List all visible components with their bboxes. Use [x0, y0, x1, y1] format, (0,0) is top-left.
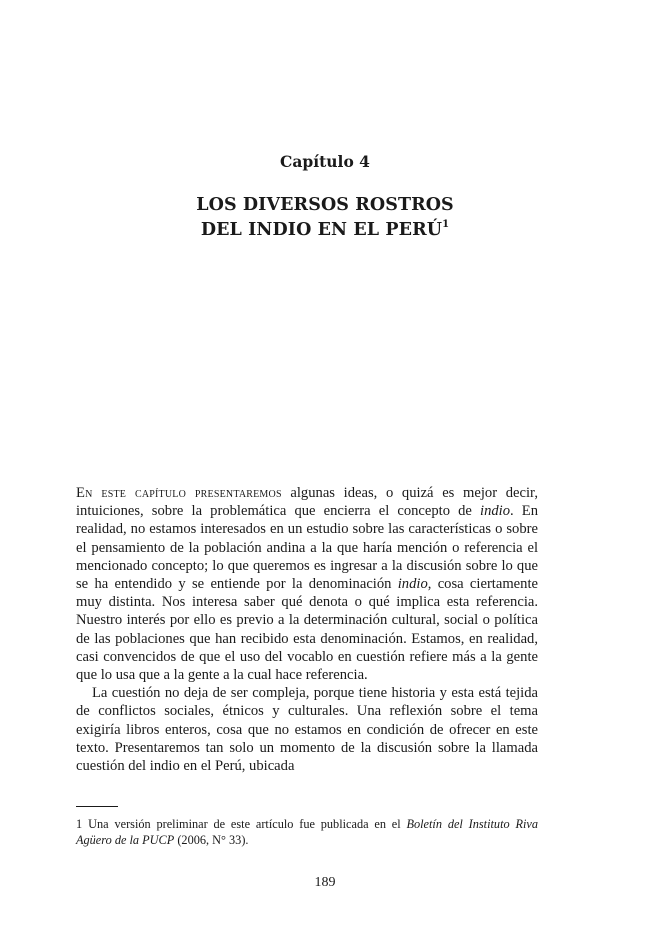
footnote-text: (2006, N° 33).: [174, 832, 249, 847]
chapter-title: [0, 193, 650, 243]
emphasis-term: indio: [397, 576, 428, 593]
chapter-label: Capítulo 4: [280, 152, 370, 171]
paragraph-lead-in: En este capítulo presentaremos: [76, 485, 282, 501]
footnote-text: Una versión preliminar de este artículo fue publicada en el: [88, 817, 407, 831]
chapter-title-line2: DEL INDIO EN EL PERÚ: [200, 220, 443, 240]
footnote-reference: 1: [442, 219, 450, 230]
emphasis-term: indio: [480, 503, 511, 520]
paragraph-2: La cuestión no deja de ser compleja, porque tiene historia y esta está tejida de conflictos sociales, étnicos y culturales. Una reflexión sobre el tema exigiría libros enteros, cosa que no estamos en condición de ofrecer en este texto. Presentaremos tan solo un momento de la discusión sobre la llamada cuestión del indio en el Perú, ubicada: [76, 685, 538, 775]
paragraph-text: , cosa ciertamente muy distinta. Nos interesa saber qué denota o qué implica esta referencia. Nuestro interés por ello es previo a la determinación cultural, social o política de las poblaciones que han recibido esta denominación. Estamos, en realidad, casi convencidos de que el uso del vocablo en cuestión refiere más a la gente que lo usa que a la gente a la cual hace referencia.: [76, 576, 538, 684]
paragraph-text: . En realidad, no estamos interesados en un estudio sobre las características o sobre el pensamiento de la población andina a la que haría mención o referencia el mencionado concepto; lo que queremos es ingresar a la discusión sobre lo que se ha entendido y se entiende por la denominación: [76, 503, 539, 593]
chapter-title-line1: LOS DIVERSOS ROSTROS: [196, 195, 454, 215]
paragraph-1: [76, 484, 538, 684]
page-number: 189: [314, 875, 336, 890]
footnote: [76, 817, 538, 848]
paragraph-text: algunas ideas, o quizá es mejor decir, intuiciones, sobre la problemática que encierra el concepto de: [76, 485, 538, 520]
footnote-divider: [76, 806, 118, 807]
footnote-citation: Boletín del Instituto Riva Agüero de la PUCP: [76, 817, 538, 847]
body-text: [76, 484, 538, 775]
footnote-number: 1: [76, 817, 83, 831]
